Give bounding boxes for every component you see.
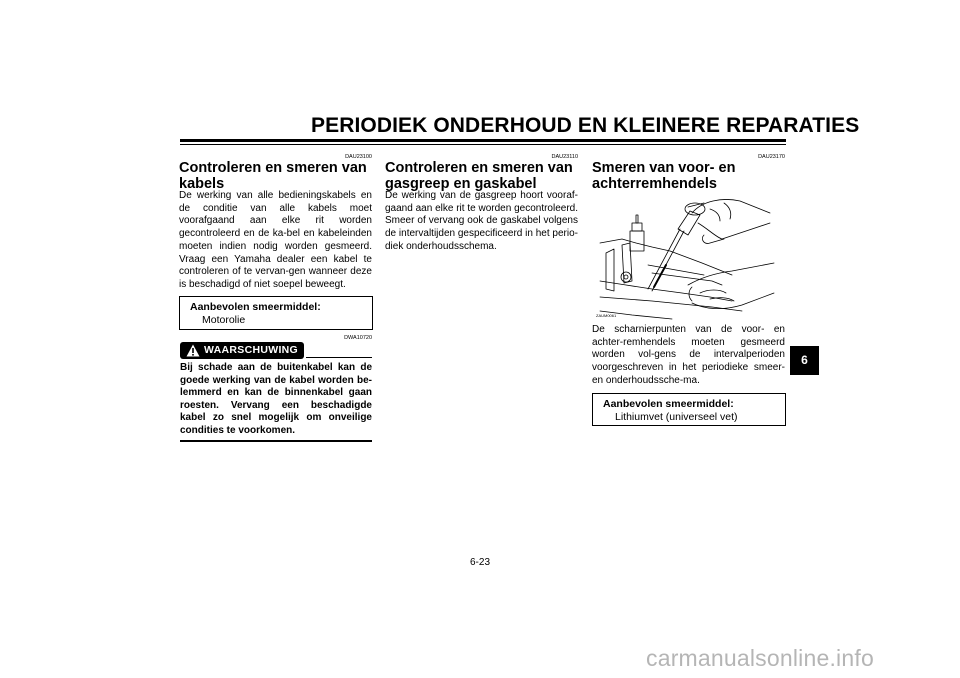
- section-heading-line1: Controleren en smeren van: [385, 160, 573, 176]
- section-code: DAU23100: [345, 154, 372, 160]
- section-heading-line1: Smeren van voor- en: [592, 160, 736, 176]
- lubricant-value: Motorolie: [202, 313, 246, 326]
- warning-rule: [306, 357, 372, 358]
- watermark: carmanualsonline.info: [646, 645, 874, 671]
- warning-text: Bij schade aan de buitenkabel kan de goede werking van de kabel worden be-lemmerd en kan de binnenkabel gaan roesten. Vervang een beschadigde kabel zo snel mogelijk om onveilige condities te voorkomen.: [180, 362, 372, 436]
- section-heading-line1: Controleren en smeren van: [179, 160, 367, 176]
- section-heading-line2: kabels: [179, 176, 225, 192]
- warning-label: WAARSCHUWING: [204, 344, 299, 356]
- lubricant-label: Aanbevolen smeermiddel:: [603, 398, 734, 410]
- warning-bottom-rule: [180, 440, 372, 442]
- section-heading-line2: gasgreep en gaskabel: [385, 176, 537, 192]
- warning-code: DWA10720: [344, 335, 372, 341]
- illustration-code: ZAUM0061: [596, 313, 617, 318]
- lubricant-label: Aanbevolen smeermiddel:: [190, 301, 321, 313]
- section-body: De werking van alle bedieningskabels en de conditie van alle kabels moet voorafgaand aan elke rit worden gecontroleerd en de ka-bel en kabeleinden moeten indien nodig worden gesmeerd. Vraag een Yamaha dealer een kabel te controleren of te vervan-gen wanneer deze is beschadigd of niet soepel beweegt.: [179, 190, 372, 290]
- lubricant-box: [179, 296, 373, 330]
- warning-triangle-icon: [186, 344, 200, 357]
- chapter-tab: 6: [790, 346, 819, 375]
- header-rule: [180, 139, 786, 142]
- lubricant-box: [592, 393, 786, 426]
- page-header-title: PERIODIEK ONDERHOUD EN KLEINERE REPARATIES: [311, 114, 860, 137]
- section-heading-line2: achterremhendels: [592, 176, 717, 192]
- section-code: DAU23110: [551, 154, 578, 160]
- header-rule-thin: [180, 144, 786, 145]
- brake-lever-lubrication-illustration: [592, 193, 780, 327]
- section-code: DAU23170: [758, 154, 785, 160]
- lubricant-value: Lithiumvet (universeel vet): [615, 410, 738, 423]
- page-number: 6-23: [469, 557, 490, 568]
- section-body: De scharnierpunten van de voor- en achter-remhendels moeten gesmeerd worden vol-gens de intervalperioden voorgeschreven in het periodieke smeer- en onderhoudssche-ma.: [592, 324, 785, 386]
- section-body: De werking van de gasgreep hoort vooraf-gaand aan elke rit te worden gecontroleerd. Smeer of vervang ook de gaskabel volgens de intervaltijden gespecificeerd in het perio-diek onderhoudsschema.: [385, 190, 578, 252]
- warning-badge: [180, 342, 304, 359]
